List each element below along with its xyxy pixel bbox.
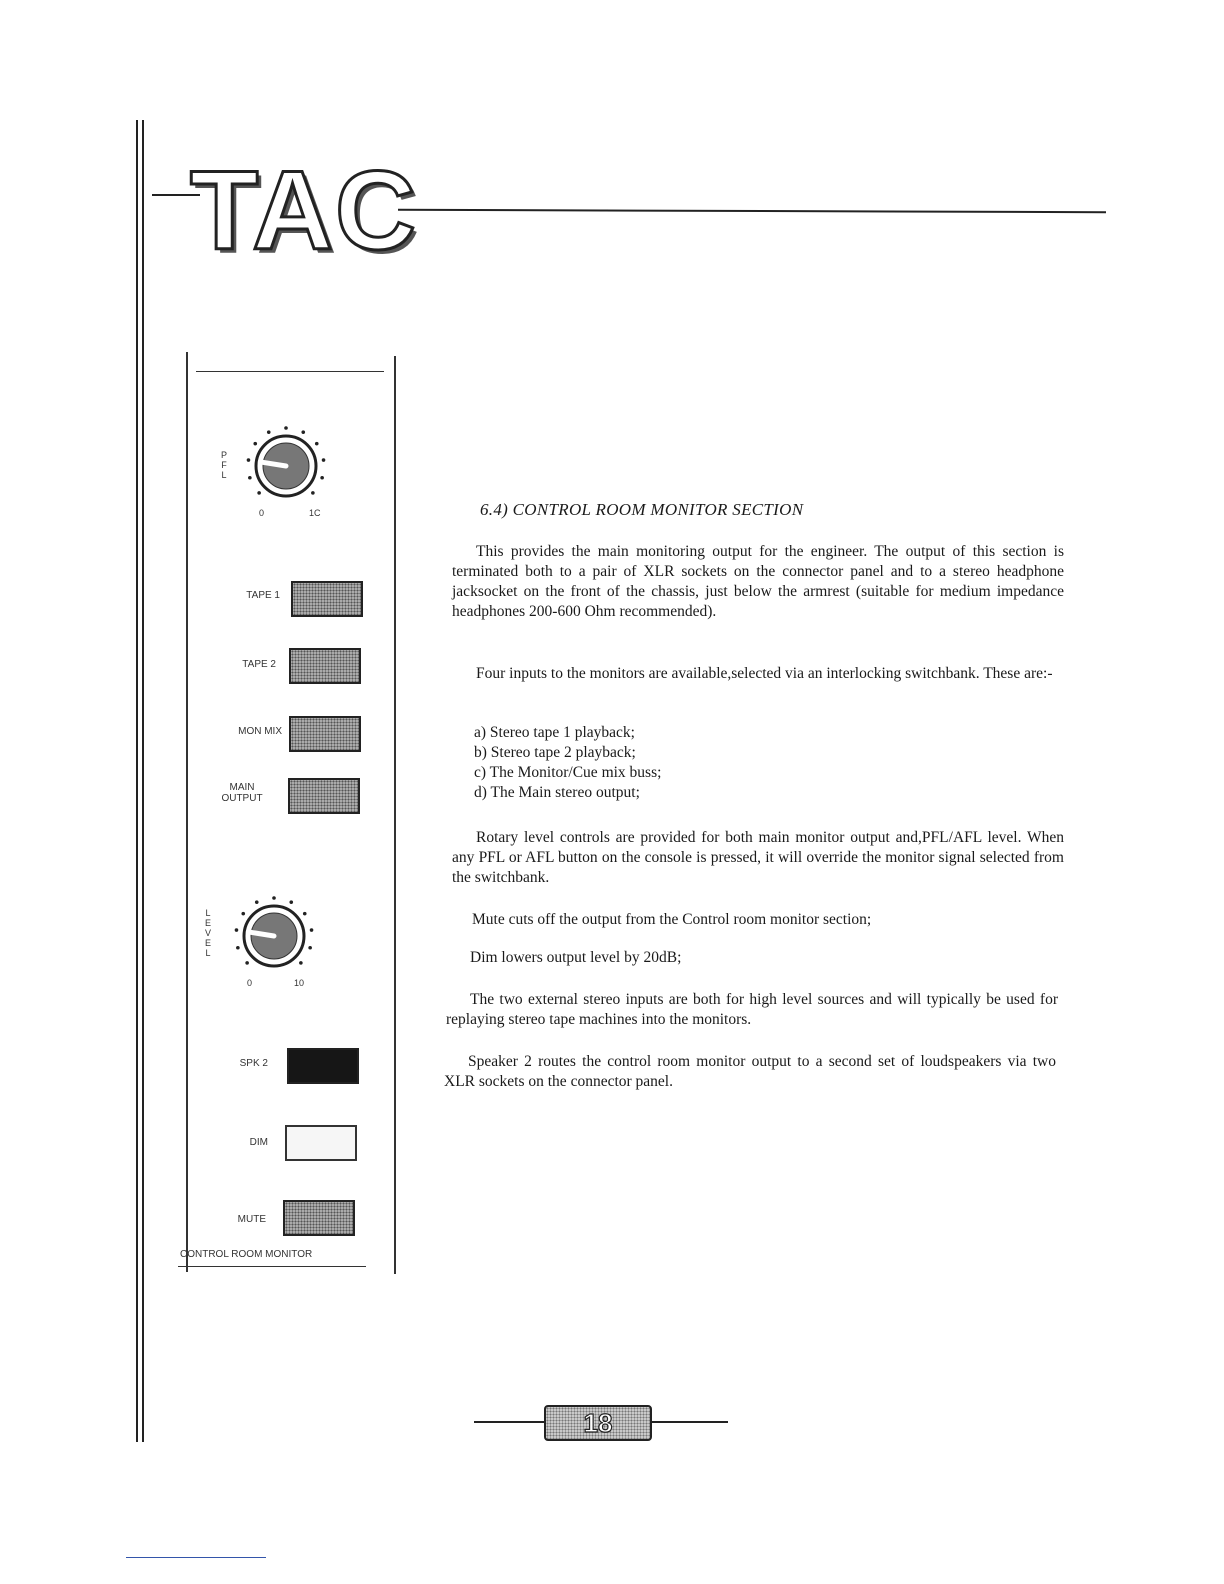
paragraph-mute [448,910,1060,930]
mon-mix-label: MON MIX [238,726,282,737]
main-output-label: MAIN OUTPUT [221,782,263,804]
spk2-label: SPK 2 [239,1058,268,1069]
footer-rule [126,1557,266,1558]
tape2-button[interactable] [289,648,361,684]
panel-edge-bottom [178,1266,366,1267]
knob-scale-dot [301,430,305,434]
paragraph-mute-text: Mute cuts off the output from the Control room monitor section; [472,911,872,928]
paragraph-dim [446,948,1058,968]
pfl-scale-max: 1C [309,508,321,518]
knob-scale-dot [289,900,293,904]
knob-scale-dot [320,476,324,480]
knob-scale-dot [247,458,251,462]
tape2-label: TAPE 2 [242,659,276,670]
pfl-knob[interactable] [234,420,344,510]
knob-scale-dot [308,946,312,950]
section-title: 6.4) CONTROL ROOM MONITOR SECTION [480,500,804,519]
paragraph-speaker2-text: Speaker 2 routes the control room monitor output to a second set of loudspeakers via two XLR sockets on the connector panel. [444,1053,1056,1090]
panel-edge-right [394,356,396,1274]
pfl-label: PFL [220,450,227,480]
paragraph-inputs-text: Four inputs to the monitors are available,selected via an interlocking switchbank. These are:- [476,665,1053,682]
brand-logo: TAC [190,148,418,273]
mute-label: MUTE [237,1214,266,1225]
knob-scale-dot [272,896,276,900]
level-scale-min: 0 [247,978,253,988]
paragraph-external [446,990,1058,1030]
list-item: b) Stereo tape 2 playback; [474,744,636,761]
paragraph-inputs [452,664,1064,684]
knob-scale-dot [245,961,249,965]
paragraph-intro-text: This provides the main monitoring output for the engineer. The output of this section is terminated both to a pair of XLR sockets on the connector panel and to a stereo headphone jacksocket on the front of the chassis, just below the armrest (suitable for medium impedance headphones 200-600 Ohm recommended). [452,543,1064,620]
knob-scale-dot [253,442,257,446]
margin-rule-outer [136,120,138,1442]
paragraph-rotary-text: Rotary level controls are provided for both main monitor output and,PFL/AFL level. When any PFL or AFL button on the console is pressed, it will override the monitor signal selected from the switchbank. [452,829,1064,886]
knob-scale-dot [322,458,326,462]
pfl-scale-min: 0 [259,508,265,518]
knob-scale-dot [236,946,240,950]
mon-mix-button[interactable] [289,716,361,752]
knob-scale-dot [248,476,252,480]
control-strip-title: CONTROL ROOM MONITOR [180,1249,313,1260]
mute-button[interactable] [283,1200,355,1236]
knob-scale-dot [235,928,239,932]
knob-scale-dot [310,928,314,932]
dim-label: DIM [249,1137,268,1148]
header-rule [398,209,1106,213]
dim-button[interactable] [285,1125,357,1161]
knob-scale-dot [315,442,319,446]
knob-scale-dot [267,430,271,434]
paragraph-dim-text: Dim lowers output level by 20dB; [470,949,682,966]
level-label: LEVEL [204,908,211,958]
page-number: 18 [544,1405,652,1441]
tape1-label: TAPE 1 [246,590,280,601]
tape1-button[interactable] [291,581,363,617]
paragraph-intro [452,542,1064,622]
panel-edge-top [196,371,384,372]
list-item: c) The Monitor/Cue mix buss; [474,764,662,781]
knob-scale-dot [241,912,245,916]
knob-scale-dot [255,900,259,904]
main-output-button[interactable] [288,778,360,814]
list-item: d) The Main stereo output; [474,784,640,801]
level-knob[interactable] [222,888,332,980]
list-item: a) Stereo tape 1 playback; [474,724,635,741]
panel-edge-left [186,352,188,1272]
paragraph-rotary [452,828,1064,888]
page-number-rule-right [650,1421,728,1423]
level-scale-max: 10 [294,978,305,988]
knob-scale-dot [303,912,307,916]
knob-scale-dot [299,961,303,965]
page-number-rule-left [474,1421,546,1423]
margin-rule-inner [142,120,144,1442]
knob-scale-dot [257,491,261,495]
knob-scale-dot [311,491,315,495]
paragraph-external-text: The two external stereo inputs are both for high level sources and will typically be used for replaying stereo tape machines into the monitors. [446,991,1058,1028]
spk2-button[interactable] [287,1048,359,1084]
knob-scale-dot [284,426,288,430]
paragraph-speaker2 [444,1052,1056,1092]
